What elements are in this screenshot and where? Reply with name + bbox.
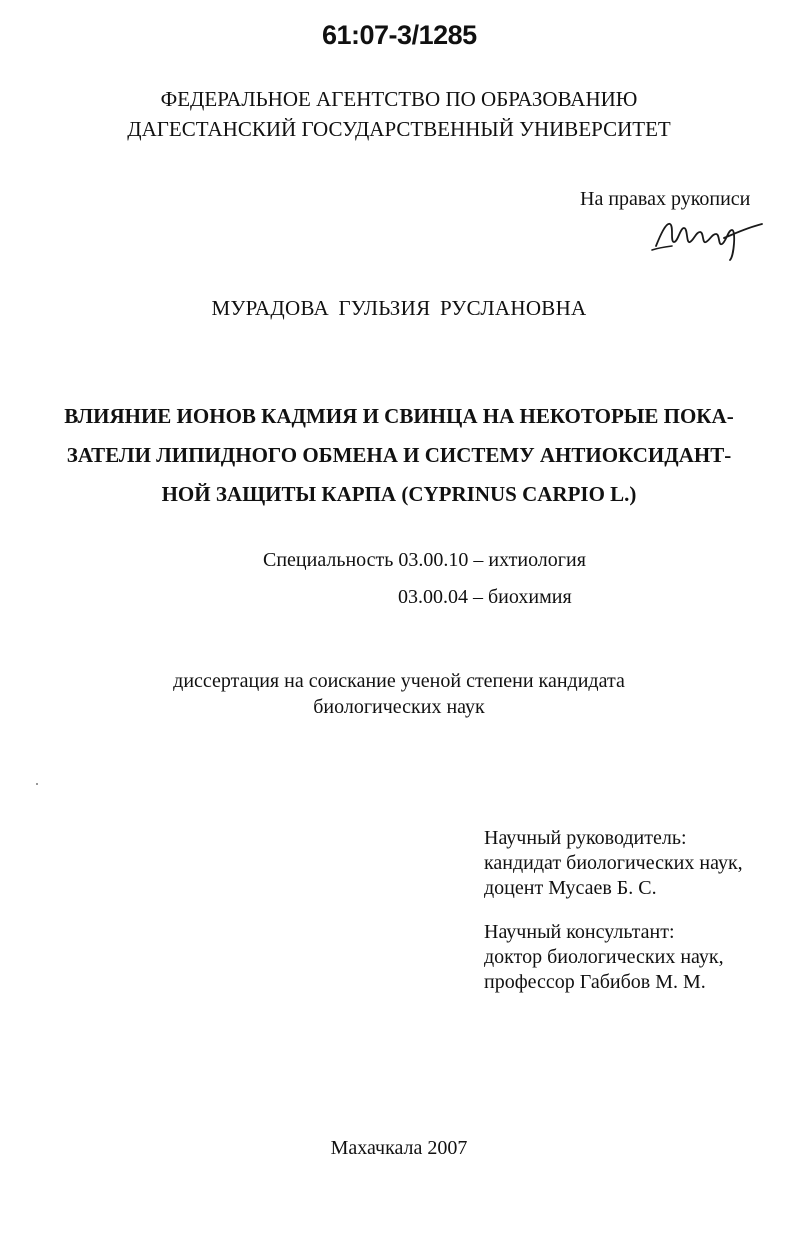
dissertation-line-2: биологических наук (313, 696, 485, 718)
scan-speck (36, 783, 38, 785)
archive-stamp: 61:07-3/1285 (322, 20, 477, 50)
advisors-block (484, 826, 743, 1014)
consultant-degree: доктор биологических наук, (484, 946, 724, 968)
supervisor-block (484, 826, 743, 901)
agency-line-1: ФЕДЕРАЛЬНОЕ АГЕНТСТВО ПО ОБРАЗОВАНИЮ (160, 87, 638, 111)
handwritten-signature-icon (650, 212, 765, 262)
consultant-name: профессор Габибов М. М. (484, 971, 706, 993)
city-year: Махачкала 2007 (330, 1137, 468, 1159)
supervisor-degree: кандидат биологических наук, (484, 852, 743, 874)
consultant-block (484, 920, 743, 995)
dissertation-line-1: диссертация на соискание ученой степени кандидата (173, 670, 625, 692)
author-name: МУРАДОВА ГУЛЬЗИЯ РУСЛАНОВНА (211, 296, 587, 320)
specialty-line-2: 03.00.04 – биохимия (398, 586, 572, 608)
agency-line-2: ДАГЕСТАНСКИЙ ГОСУДАРСТВЕННЫЙ УНИВЕРСИТЕТ (127, 117, 671, 141)
supervisor-role: Научный руководитель: (484, 827, 687, 849)
thesis-title-line-3: НОЙ ЗАЩИТЫ КАРПА (CYPRINUS CARPIO L.) (161, 482, 637, 506)
thesis-title-line-1: ВЛИЯНИЕ ИОНОВ КАДМИЯ И СВИНЦА НА НЕКОТОРЫЕ ПОКА- (64, 404, 734, 428)
supervisor-name: доцент Мусаев Б. С. (484, 877, 657, 899)
thesis-title-line-2: ЗАТЕЛИ ЛИПИДНОГО ОБМЕНА И СИСТЕМУ АНТИОКСИДАНТ- (66, 443, 732, 467)
manuscript-rights-label: На правах рукописи (580, 188, 751, 210)
consultant-role: Научный консультант: (484, 921, 675, 943)
specialty-line-1: Специальность 03.00.10 – ихтиология (263, 549, 586, 571)
